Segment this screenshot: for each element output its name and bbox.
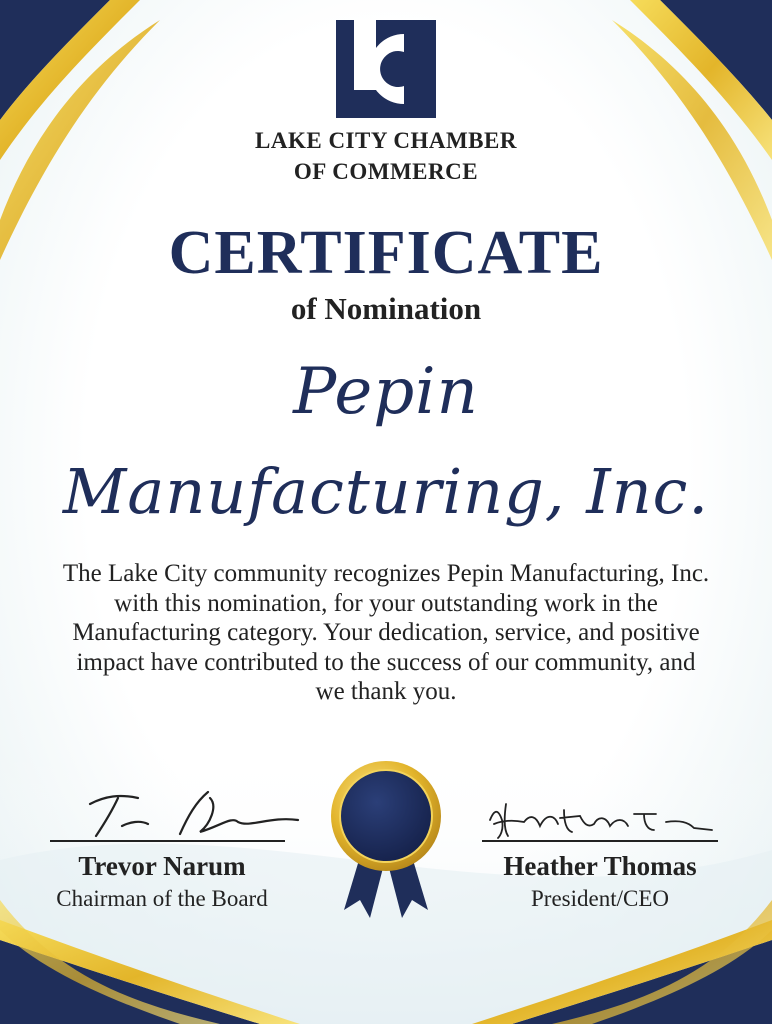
signatory-role: President/CEO <box>531 886 669 911</box>
recipient-name-line1: Pepin <box>293 355 479 429</box>
recipient-name-line2: Manufacturing, Inc. <box>62 455 710 528</box>
certificate-body-text: The Lake City community recognizes Pepin Manufacturing, Inc. with this nomination, for your outstanding work in the Manufacturing category. Your dedication, service, and positive impact have contributed to the success of our community, and we thank you. <box>62 560 710 706</box>
lc-logo-icon <box>336 20 436 118</box>
signature-line-left <box>50 840 285 842</box>
organization-name-line2: OF COMMERCE <box>293 159 479 184</box>
signatory-name: Trevor Narum <box>78 851 246 881</box>
signature-line-right <box>482 840 718 842</box>
certificate-subtitle: of Nomination <box>290 291 482 326</box>
certificate-title: CERTIFICATE <box>168 219 604 287</box>
organization-name-line1: LAKE CITY CHAMBER <box>255 128 517 153</box>
award-seal-icon <box>326 760 446 924</box>
signature-trevor-narum <box>60 786 300 842</box>
signature-heather-thomas <box>484 800 714 844</box>
signatory-name: Heather Thomas <box>503 851 697 881</box>
signatory-role: Chairman of the Board <box>56 886 268 911</box>
